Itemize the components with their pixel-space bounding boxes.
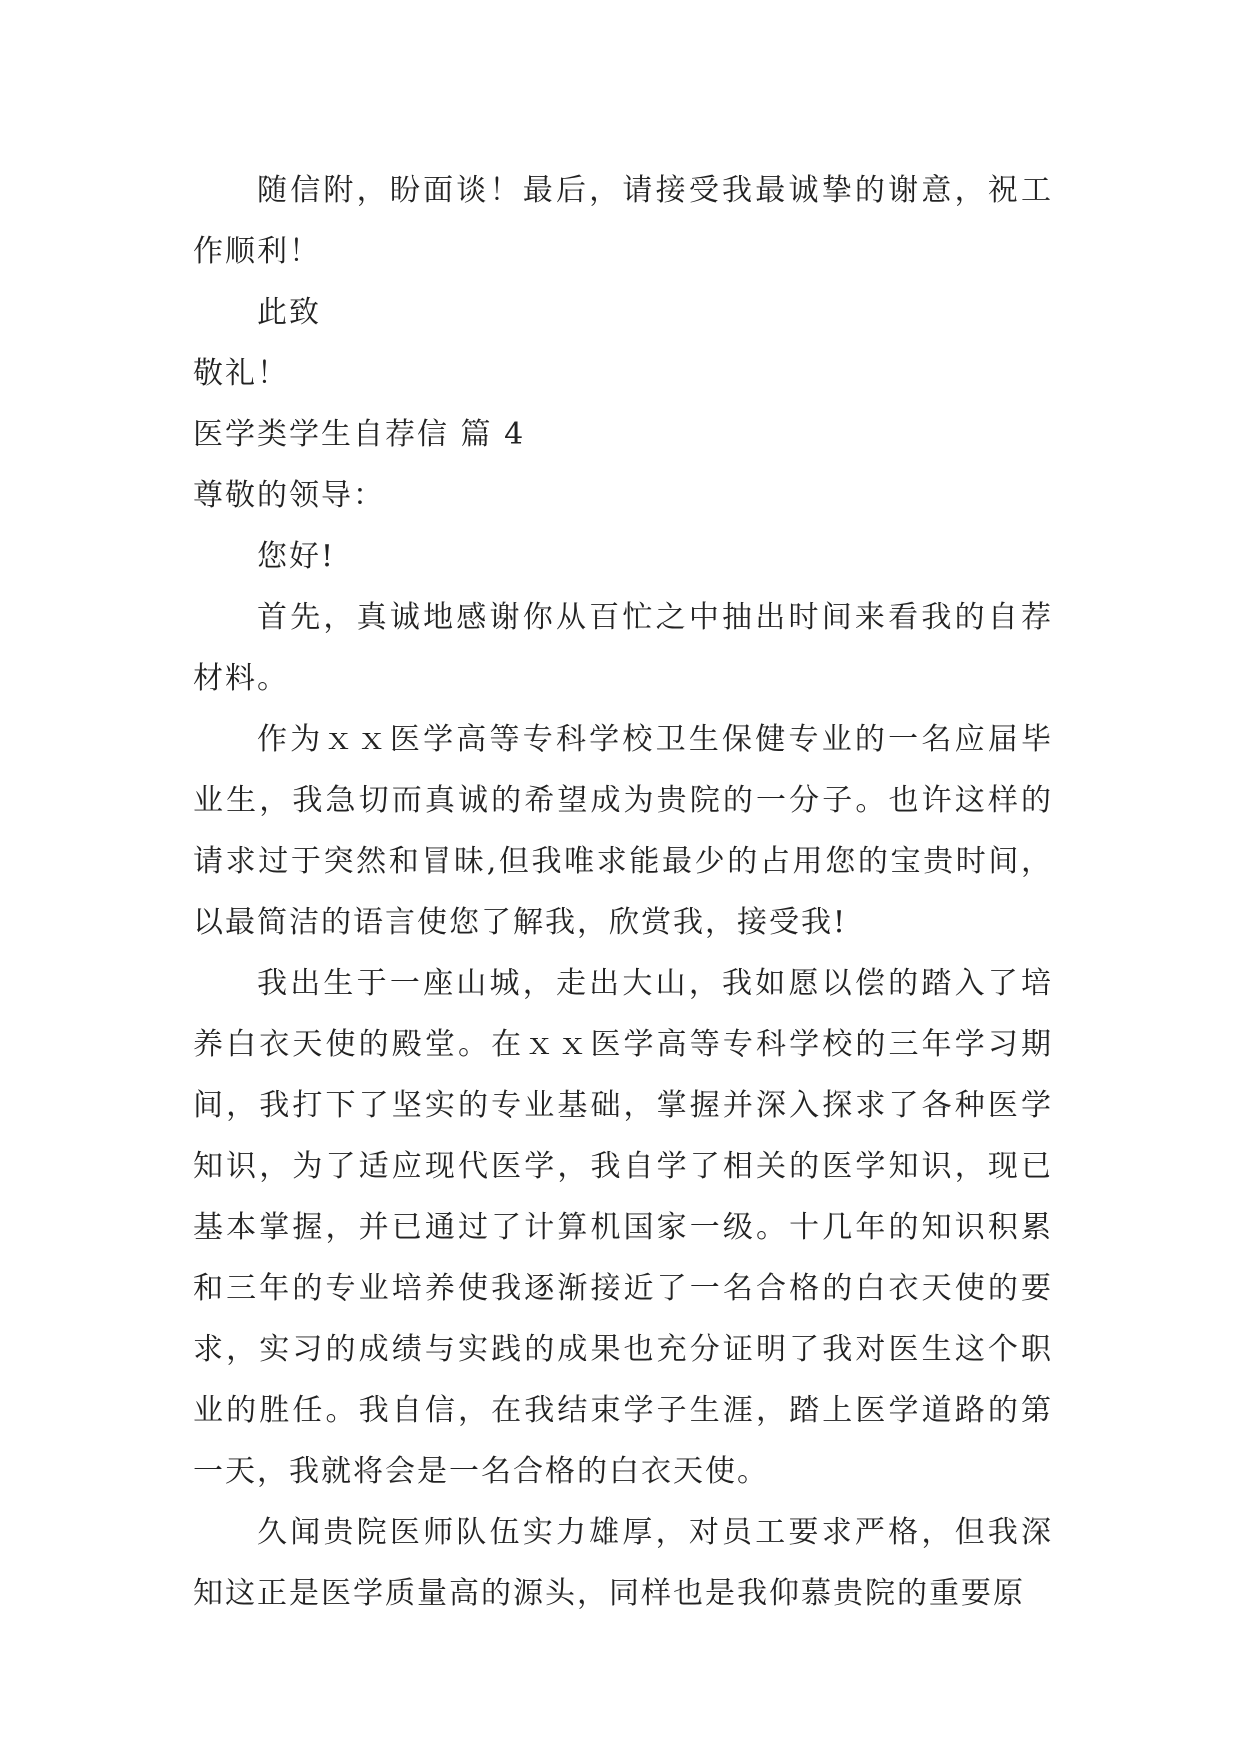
letter-body [193, 160, 1053, 1624]
paragraph-greeting: 您好! [257, 539, 336, 574]
paragraph-closing-wish: 随信附，盼面谈！最后，请接受我最诚挚的谢意，祝工作顺利！ [193, 173, 1053, 269]
section-heading: 医学类学生自荐信 篇 4 [193, 417, 526, 452]
paragraph-motivation: 久闻贵院医师队伍实力雄厚，对员工要求严格，但我深知这正是医学质量高的源头，同样也是我仰慕贵院的重要原 [193, 1515, 1053, 1611]
paragraph-introduction: 作为ｘｘ医学高等专科学校卫生保健专业的一名应届毕业生，我急切而真诚的希望成为贵院的一分子。也许这样的请求过于突然和冒昧,但我唯求能最少的占用您的宝贵时间，以最简洁的语言使您了解我，欣赏我，接受我! [193, 722, 1053, 940]
paragraph-thanks: 首先，真诚地感谢你从百忙之中抽出时间来看我的自荐材料。 [193, 600, 1053, 696]
paragraph-addressee: 尊敬的领导： [193, 478, 385, 513]
paragraph-salutation-ci-zhi: 此致 [257, 295, 321, 330]
paragraph-background: 我出生于一座山城，走出大山，我如愿以偿的踏入了培养白衣天使的殿堂。在ｘｘ医学高等专科学校的三年学习期间，我打下了坚实的专业基础，掌握并深入探求了各种医学知识，为了适应现代医学，我自学了相关的医学知识，现已基本掌握，并已通过了计算机国家一级。十几年的知识积累和三年的专业培养使我逐渐接近了一名合格的白衣天使的要求，实习的成绩与实践的成果也充分证明了我对医生这个职业的胜任。我自信，在我结束学子生涯，踏上医学道路的第一天，我就将会是一名合格的白衣天使。 [193, 966, 1053, 1489]
paragraph-salutation-jing-li: 敬礼！ [193, 356, 289, 391]
